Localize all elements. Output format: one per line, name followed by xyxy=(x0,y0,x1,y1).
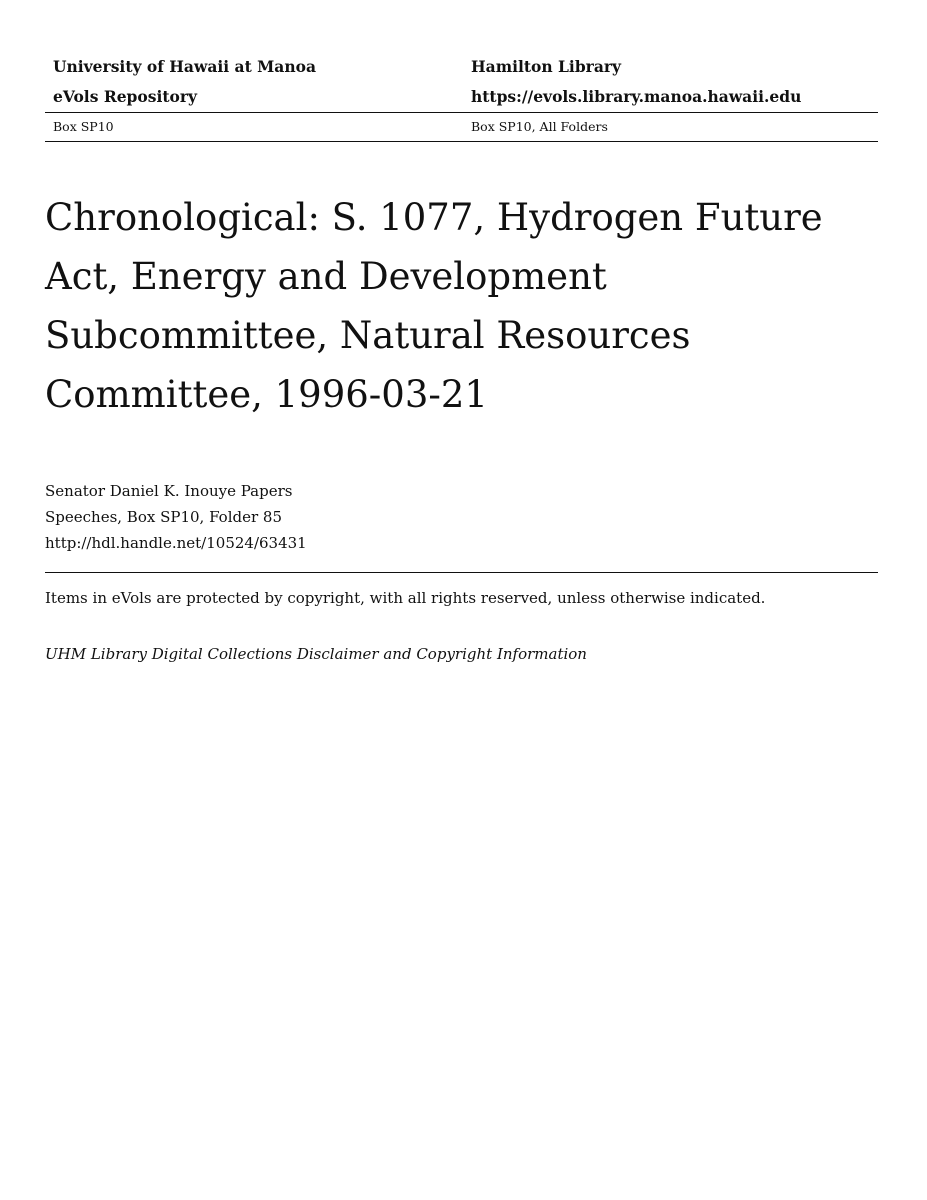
document-header xyxy=(45,52,878,142)
folder-location: Speeches, Box SP10, Folder 85 xyxy=(45,508,282,526)
repository-name: eVols Repository xyxy=(53,87,198,106)
repository-url[interactable]: https://evols.library.manoa.hawaii.edu xyxy=(471,87,802,106)
content-divider xyxy=(45,572,878,573)
institution-name: University of Hawaii at Manoa xyxy=(53,57,316,76)
box-folders-label: Box SP10, All Folders xyxy=(471,119,608,134)
document-metadata xyxy=(45,478,307,556)
box-label: Box SP10 xyxy=(53,119,114,134)
document-title: Chronological: S. 1077, Hydrogen Future Act, Energy and Development Subcommittee, Natural Resources Committee, 1996-03-21 xyxy=(45,196,823,416)
header-bottom-divider xyxy=(45,141,878,142)
header-row-3 xyxy=(45,113,878,141)
handle-link[interactable]: http://hdl.handle.net/10524/63431 xyxy=(45,534,307,552)
collection-name: Senator Daniel K. Inouye Papers xyxy=(45,482,293,500)
rights-statement: Items in eVols are protected by copyright, with all rights reserved, unless otherwise indicated. xyxy=(45,589,766,607)
header-row-2 xyxy=(45,82,878,112)
library-name: Hamilton Library xyxy=(471,57,622,76)
header-row-1 xyxy=(45,52,878,82)
disclaimer-link[interactable]: UHM Library Digital Collections Disclaimer and Copyright Information xyxy=(45,645,587,663)
